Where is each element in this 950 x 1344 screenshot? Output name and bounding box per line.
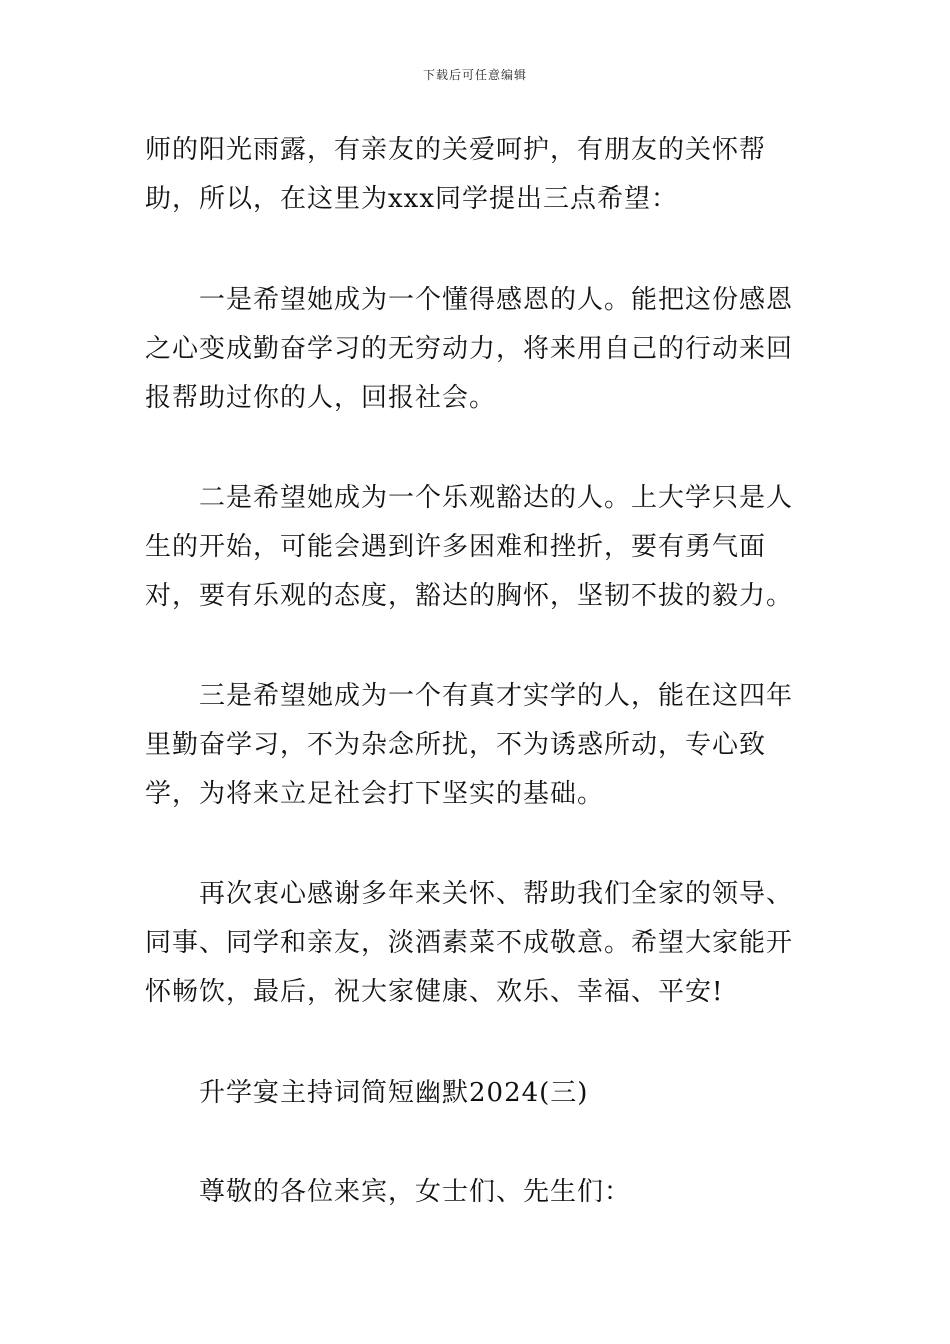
section-heading: 升学宴主持词简短幽默2024(三)	[199, 1078, 589, 1108]
paragraph-hope-two: 二是希望她成为一个乐观豁达的人。上大学只是人生的开始，可能会遇到许多困难和挫折，要有勇气面对，要有乐观的态度，豁达的胸怀，坚韧不拔的毅力。	[145, 483, 794, 611]
paragraph-hope-one: 一是希望她成为一个懂得感恩的人。能把这份感恩之心变成勤奋学习的无穷动力，将来用自己的行动来回报帮助过你的人，回报社会。	[145, 285, 794, 413]
paragraph-hope-three: 三是希望她成为一个有真才实学的人，能在这四年里勤奋学习，不为杂念所扰，不为诱惑所动，专心致学，为将来立足社会打下坚实的基础。	[145, 681, 794, 809]
paragraph-thanks: 再次衷心感谢多年来关怀、帮助我们全家的领导、同事、同学和亲友，淡酒素菜不成敬意。希望大家能开怀畅饮，最后，祝大家健康、欢乐、幸福、平安!	[145, 879, 794, 1007]
paragraph-greeting: 尊敬的各位来宾，女士们、先生们：	[199, 1177, 632, 1207]
paragraph-continuation: 师的阳光雨露，有亲友的关爱呵护，有朋友的关怀帮助，所以，在这里为xxx同学提出三点希望：	[145, 135, 767, 214]
page-header-note: 下载后可任意编辑	[422, 68, 527, 82]
